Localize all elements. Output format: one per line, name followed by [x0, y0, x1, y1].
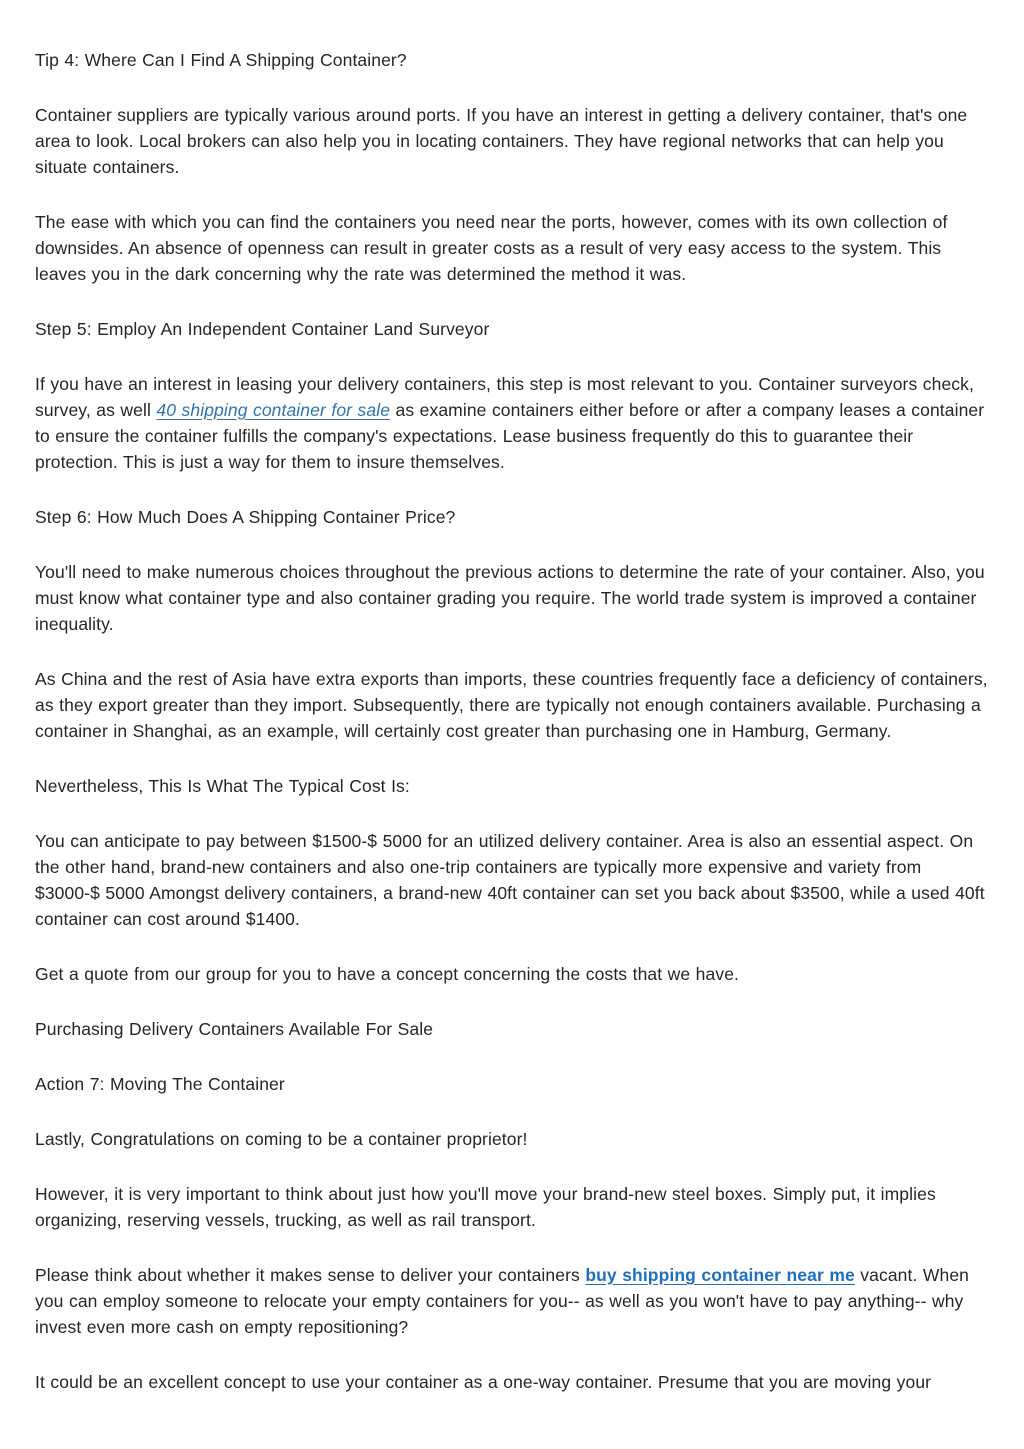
heading-step-6-text-run-0: Step 6: How Much Does A Shipping Container Price?	[35, 507, 456, 527]
para-numerous-choices	[35, 559, 990, 637]
para-congratulations	[35, 1126, 990, 1152]
para-one-way-container-text-run-0: It could be an excellent concept to use your container as a one-way container. Presume that you are moving your	[35, 1372, 932, 1392]
link-40-shipping-container-for-sale[interactable]: 40 shipping container for sale	[156, 400, 391, 420]
para-leasing-surveyors-text-run-0: If you have an interest in leasing your delivery containers, this step is most relevant to you. Container surveyors check, survey, as well	[35, 374, 974, 420]
para-deliver-vacant-text-run-2: vacant. When you can employ someone to relocate your empty containers for you-- as well as you won't have to pay anything-- why invest even more cash on empty repositioning?	[35, 1265, 969, 1337]
heading-purchasing-delivery-containers	[35, 1016, 990, 1042]
para-leasing-surveyors	[35, 371, 990, 475]
para-leasing-surveyors-text-run-2: as examine containers either before or after a company leases a container to ensure the container fulfills the company's expectations. Lease business frequently do this to guarantee their protection. This is just a way for them to insure themselves.	[35, 400, 985, 472]
para-ease-of-finding	[35, 209, 990, 287]
para-container-suppliers	[35, 102, 990, 180]
para-deliver-vacant	[35, 1262, 990, 1340]
para-one-way-container	[35, 1369, 990, 1395]
para-get-a-quote-text-run-0: Get a quote from our group for you to have a concept concerning the costs that we have.	[35, 964, 739, 984]
para-numerous-choices-text-run-0: You'll need to make numerous choices throughout the previous actions to determine the rate of your container. Also, you must know what container type and also container grading you require. The world trade system is improved a container inequality.	[35, 562, 985, 634]
heading-purchasing-delivery-containers-text-run-0: Purchasing Delivery Containers Available For Sale	[35, 1019, 434, 1039]
heading-tip-4	[35, 47, 990, 73]
heading-step-5	[35, 316, 990, 342]
heading-typical-cost	[35, 773, 990, 799]
para-congratulations-text-run-0: Lastly, Congratulations on coming to be a container proprietor!	[35, 1129, 528, 1149]
para-deliver-vacant-text-run-0: Please think about whether it makes sense to deliver your containers	[35, 1265, 586, 1285]
para-china-asia-exports	[35, 666, 990, 744]
para-price-ranges	[35, 828, 990, 932]
heading-action-7-text-run-0: Action 7: Moving The Container	[35, 1074, 285, 1094]
para-ease-of-finding-text-run-0: The ease with which you can find the containers you need near the ports, however, comes with its own collection of downsides. An absence of openness can result in greater costs as a result of very easy access to the system. This leaves you in the dark concerning why the rate was determined the method it was.	[35, 212, 948, 284]
para-price-ranges-text-run-0: You can anticipate to pay between $1500-$ 5000 for an utilized delivery container. Area is also an essential aspect. On the other hand, brand-new containers and also one-trip containers are typically more expensive and variety from $3000-$ 5000 Amongst delivery containers, a brand-new 40ft container can set you back about $3500, while a used 40ft container can cost around $1400.	[35, 831, 985, 929]
heading-tip-4-text-run-0: Tip 4: Where Can I Find A Shipping Container?	[35, 50, 407, 70]
para-moving-steel-boxes-text-run-0: However, it is very important to think about just how you'll move your brand-new steel boxes. Simply put, it implies organizing, reserving vessels, trucking, as well as rail transport.	[35, 1184, 936, 1230]
heading-typical-cost-text-run-0: Nevertheless, This Is What The Typical Cost Is:	[35, 776, 410, 796]
para-container-suppliers-text-run-0: Container suppliers are typically various around ports. If you have an interest in getting a delivery container, that's one area to look. Local brokers can also help you in locating containers. They have regional networks that can help you situate containers.	[35, 105, 968, 177]
heading-step-5-text-run-0: Step 5: Employ An Independent Container Land Surveyor	[35, 319, 490, 339]
heading-action-7	[35, 1071, 990, 1097]
heading-step-6	[35, 504, 990, 530]
para-get-a-quote	[35, 961, 990, 987]
para-moving-steel-boxes	[35, 1181, 990, 1233]
para-china-asia-exports-text-run-0: As China and the rest of Asia have extra exports than imports, these countries frequently face a deficiency of containers, as they export greater than they import. Subsequently, there are typically not enough containers available. Purchasing a container in Shanghai, as an example, will certainly cost greater than purchasing one in Hamburg, Germany.	[35, 669, 988, 741]
link-buy-shipping-container-near-me[interactable]: buy shipping container near me	[585, 1265, 855, 1285]
